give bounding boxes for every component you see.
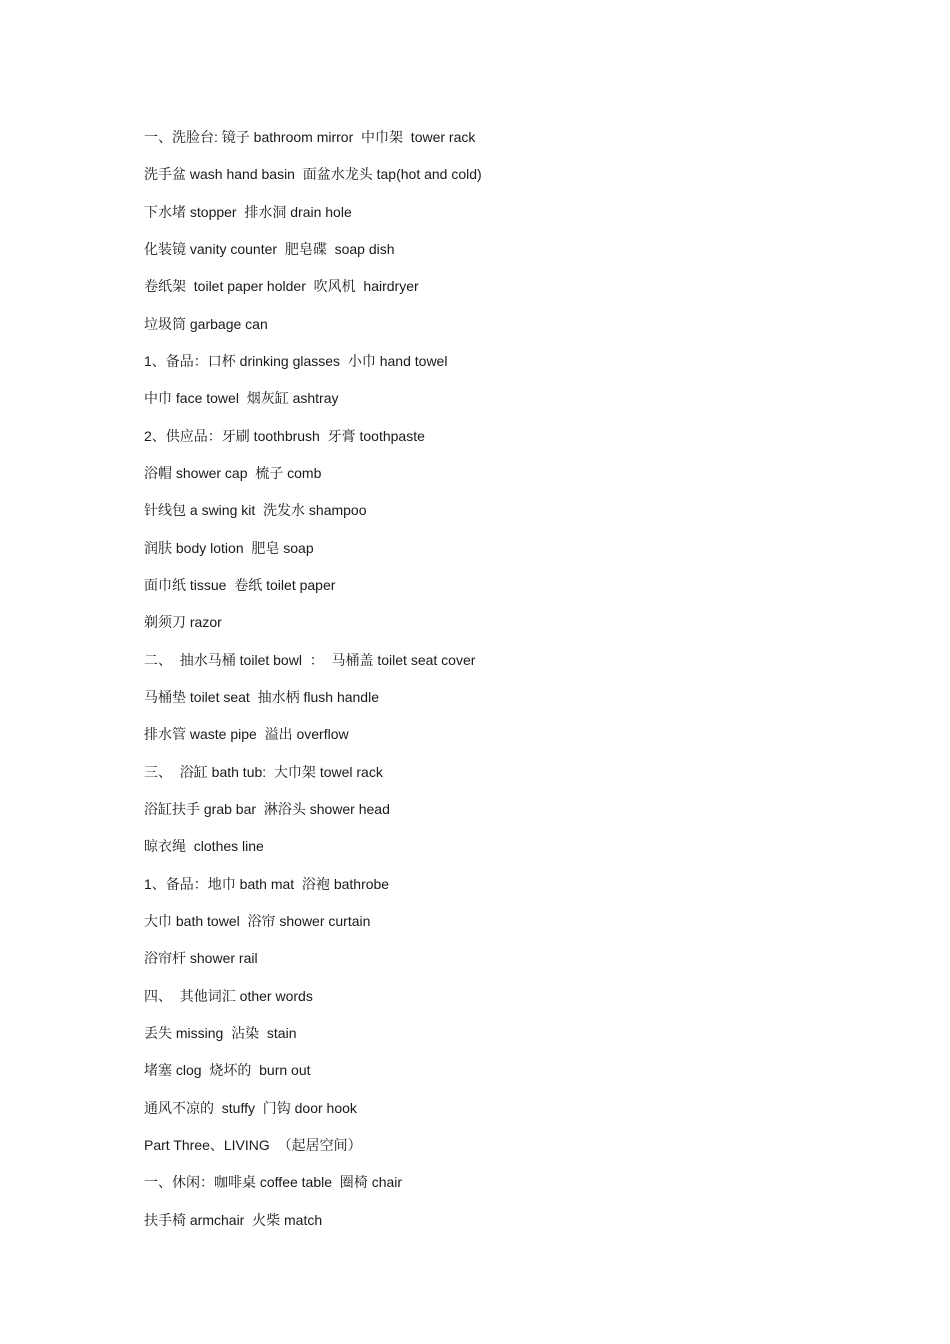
text-line: 四、 其他词汇 other words [144, 987, 313, 1004]
text-line: 大巾 bath towel 浴帘 shower curtain [144, 912, 371, 929]
text-line: 润肤 body lotion 肥皂 soap [144, 539, 314, 556]
text-line: 一、洗脸台: 镜子 bathroom mirror 中巾架 tower rack [144, 129, 476, 145]
text-line: 剃须刀 razor [144, 614, 222, 631]
text-line: 堵塞 clog 烧坏的 burn out [144, 1062, 311, 1079]
text-line: 针线包 a swing kit 洗发水 shampoo [144, 502, 367, 519]
text-line: 通风不凉的 stuffy 门钩 door hook [144, 1099, 357, 1116]
text-line: 丢失 missing 沾染 stain [144, 1024, 297, 1041]
text-line: 一、休闲：咖啡桌 coffee table 圈椅 chair [144, 1174, 403, 1191]
text-line: 2、供应品：牙刷 toothbrush 牙膏 toothpaste [144, 427, 425, 444]
text-line: 马桶垫 toilet seat 抽水柄 flush handle [144, 688, 379, 705]
text-line: 中巾 face towel 烟灰缸 ashtray [144, 390, 339, 407]
text-line: 晾衣绳 clothes line [144, 838, 264, 855]
text-line: 面巾纸 tissue 卷纸 toilet paper [144, 576, 336, 593]
text-line: 化装镜 vanity counter 肥皂碟 soap dish [144, 240, 395, 257]
text-line: 排水管 waste pipe 溢出 overflow [144, 726, 349, 743]
text-line: Part Three、LIVING （起居空间） [144, 1136, 362, 1153]
text-line: 扶手椅 armchair 火柴 match [144, 1211, 323, 1228]
text-line: 三、 浴缸 bath tub: 大巾架 towel rack [144, 763, 383, 780]
text-line: 下水堵 stopper 排水洞 drain hole [144, 203, 352, 220]
vocabulary-list [144, 126, 904, 1246]
text-line: 浴帘杆 shower rail [144, 950, 258, 967]
text-line: 卷纸架 toilet paper holder 吹风机 hairdryer [144, 278, 419, 295]
text-line: 洗手盆 wash hand basin 面盆水龙头 tap(hot and cold) [144, 166, 482, 183]
text-line: 浴缸扶手 grab bar 淋浴头 shower head [144, 800, 390, 817]
text-line: 垃圾筒 garbage can [144, 315, 268, 332]
text-line: 二、 抽水马桶 toilet bowl ： 马桶盖 toilet seat cover [144, 651, 476, 668]
text-line: 1、备品：口杯 drinking glasses 小巾 hand towel [144, 352, 448, 369]
text-line: 浴帽 shower cap 梳子 comb [144, 464, 322, 481]
text-line: 1、备品：地巾 bath mat 浴袍 bathrobe [144, 875, 390, 892]
